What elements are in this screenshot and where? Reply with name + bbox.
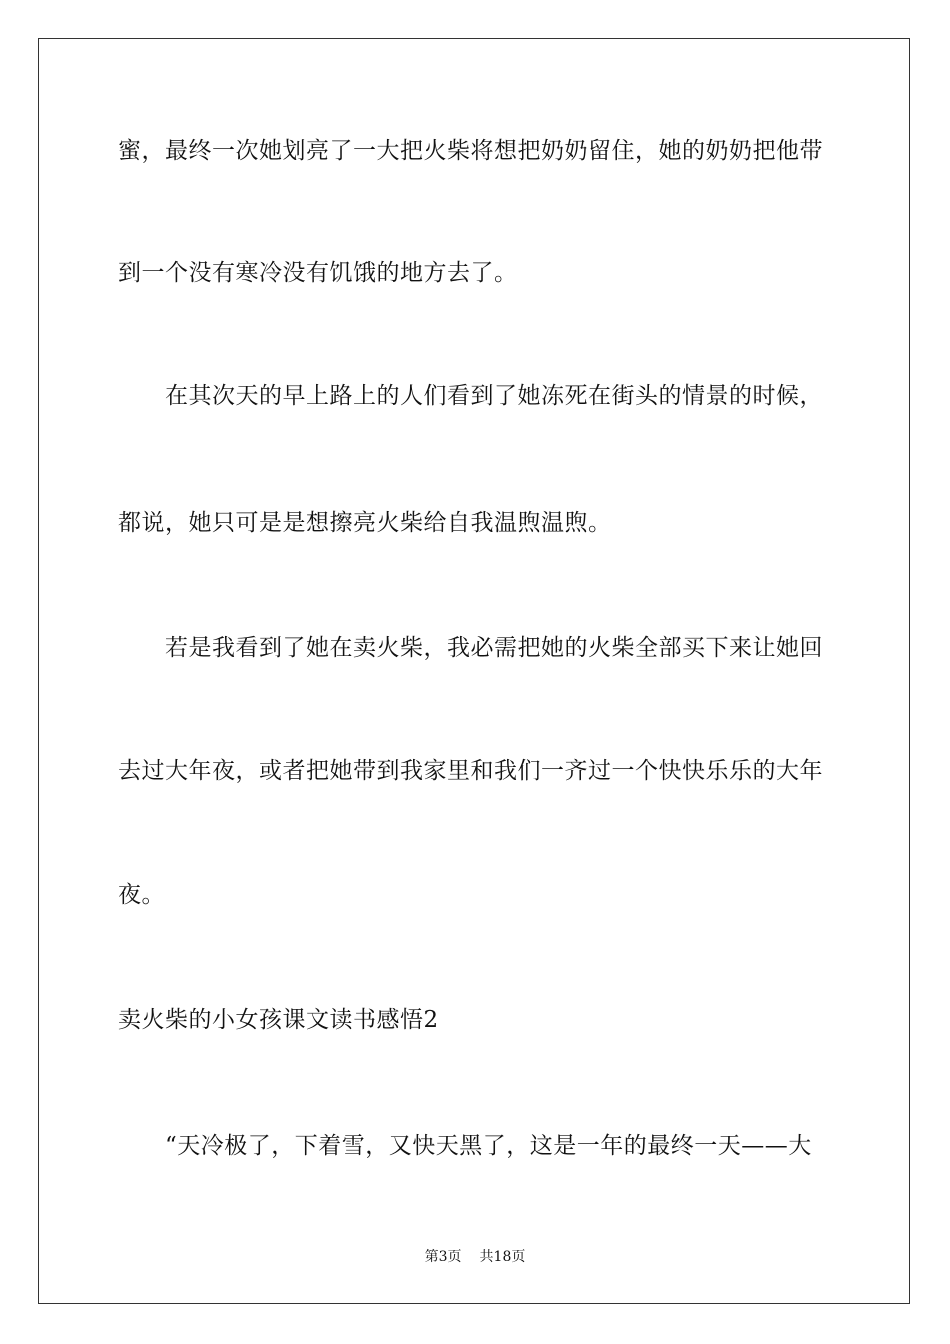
paragraph-line: 都说，她只可是是想擦亮火柴给自我温煦温煦。	[118, 510, 612, 536]
paragraph-line: 在其次天的早上路上的人们看到了她冻死在街头的情景的时候，	[118, 383, 823, 409]
paragraph-line: 到一个没有寒冷没有饥饿的地方去了。	[118, 260, 518, 286]
page-border	[38, 38, 910, 1304]
page-number-current: 第3页	[424, 1249, 462, 1265]
section-heading: 卖火柴的小女孩课文读书感悟2	[118, 1007, 439, 1033]
paragraph-line: 蜜，最终一次她划亮了一大把火柴将想把奶奶留住，她的奶奶把他带	[118, 138, 823, 164]
paragraph-line: 若是我看到了她在卖火柴，我必需把她的火柴全部买下来让她回	[118, 635, 823, 661]
paragraph-line: 去过大年夜，或者把她带到我家里和我们一齐过一个快快乐乐的大年	[118, 758, 823, 784]
paragraph-line: 夜。	[118, 882, 165, 908]
page-footer	[0, 1248, 950, 1266]
page-number-total: 共18页	[479, 1249, 526, 1265]
paragraph-line: “天冷极了，下着雪，又快天黑了，这是一年的最终一天——大	[118, 1133, 812, 1159]
